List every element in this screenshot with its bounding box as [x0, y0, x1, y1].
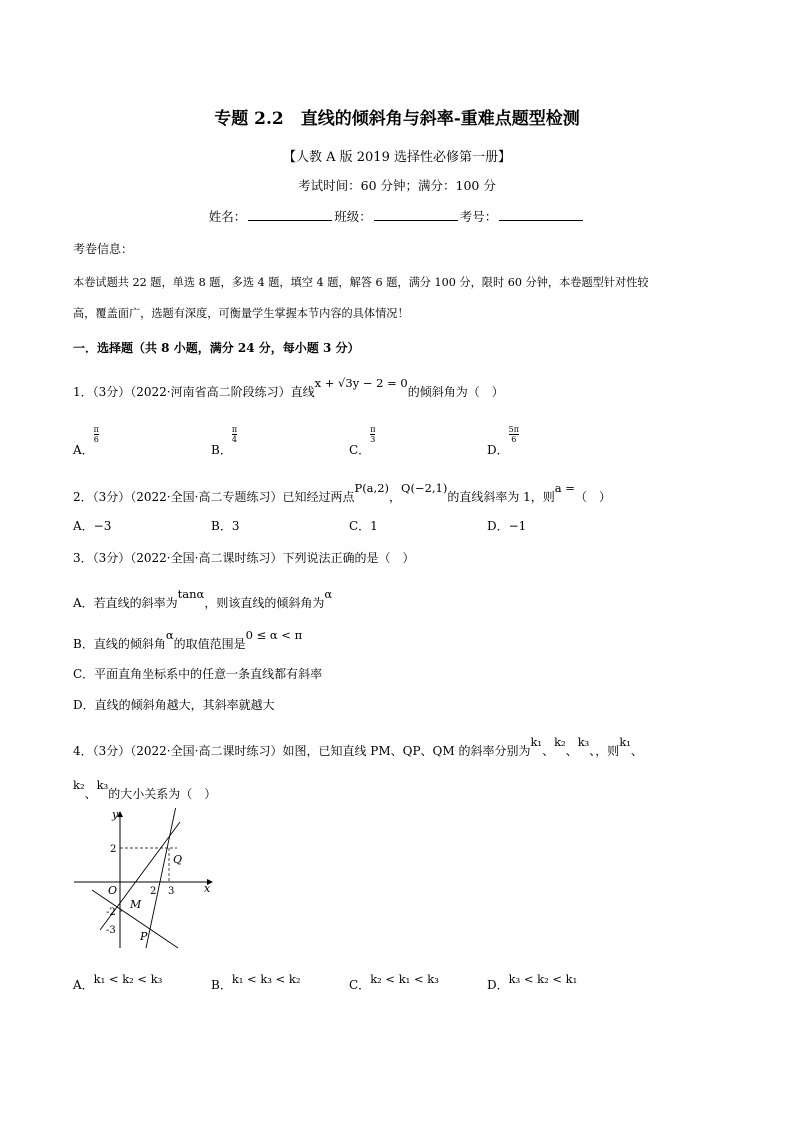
point-m: M	[130, 898, 142, 911]
q2-stem-mid: 的直线斜率为 1，则	[447, 490, 555, 504]
q4-option-c[interactable]: C．k₂ < k₁ < k₃	[349, 972, 439, 992]
q1-stem-end: 的倾斜角为（ ）	[407, 385, 504, 399]
question-4-cont: k₂、k₃的大小关系为（ ）	[73, 778, 217, 801]
tick-x-2: 2	[150, 886, 157, 897]
line-qp	[146, 808, 176, 948]
y-label: y	[112, 808, 119, 821]
exam-info: 考试时间：60 分钟；满分：100 分	[298, 178, 496, 193]
q2-stem: 2．（3分）（2022·全国·高二专题练习）已知经过两点	[73, 490, 355, 504]
q2-point-p: P(a,2)	[354, 481, 389, 495]
q2-option-b[interactable]: B．3	[211, 519, 240, 533]
page-subtitle: 【人教 A 版 2019 选择性必修第一册】	[282, 150, 511, 165]
class-blank[interactable]	[374, 208, 458, 221]
q2-option-c[interactable]: C．1	[349, 519, 378, 533]
tick-y-neg3: -3	[106, 925, 116, 936]
q3-option-d[interactable]: D．直线的倾斜角越大，其斜率就越大	[73, 698, 275, 712]
tick-y-neg2: -2	[106, 907, 116, 918]
q4-figure	[74, 808, 219, 950]
q3-option-b[interactable]: B．直线的倾斜角α的取值范围是0 ≤ α < π	[73, 628, 303, 651]
tick-y-2: 2	[110, 844, 117, 855]
section-heading: 一．选择题（共 8 小题，满分 24 分，每小题 3 分）	[73, 341, 360, 355]
class-label: 班级：	[334, 209, 372, 224]
q1-option-d[interactable]: D．$\frac{5\pi}{6}$	[487, 425, 519, 457]
q4-option-d[interactable]: D．k₃ < k₂ < k₁	[487, 972, 578, 992]
q1-option-a[interactable]: A．$\frac{\pi}{6}$	[73, 425, 99, 457]
q4-stem: 4．（3分）（2022·全国·高二课时练习）如图，已知直线 PM、QP、QM 的斜率分别为	[73, 744, 531, 758]
q2-option-d[interactable]: D．−1	[487, 519, 527, 533]
question-4: 4．（3分）（2022·全国·高二课时练习）如图，已知直线 PM、QP、QM 的斜率分别为k₁、k₂、k₃、，则k₁、	[73, 735, 643, 758]
question-1	[73, 376, 504, 400]
q3-option-a[interactable]: A．若直线的斜率为tanα，则该直线的倾斜角为α	[73, 587, 333, 610]
info-heading: 考卷信息：	[73, 242, 134, 256]
q3-option-c[interactable]: C．平面直角坐标系中的任意一条直线都有斜率	[73, 667, 323, 681]
student-info-row	[0, 207, 794, 225]
q2-a-eq: a =	[554, 481, 575, 495]
tick-x-3: 3	[168, 886, 175, 897]
q1-equation: x + √3y − 2 = 0	[314, 376, 408, 390]
name-blank[interactable]	[248, 208, 332, 221]
point-p: P	[140, 930, 148, 943]
q4-option-b[interactable]: B．k₁ < k₃ < k₂	[211, 972, 301, 992]
page-title: 专题 2.2 直线的倾斜角与斜率-重难点题型检测	[214, 109, 580, 129]
id-label: 考号：	[459, 209, 498, 224]
info-line-2: 高，覆盖面广，选题有深度，可衡量学生掌握本节内容的具体情况！	[73, 307, 409, 320]
q4-option-a[interactable]: A．k₁ < k₂ < k₃	[73, 972, 163, 992]
question-2: 2．（3分）（2022·全国·高二专题练习）已知经过两点P(a,2)，Q(−2,1)的直线斜率为 1，则a =（ ）	[73, 481, 611, 504]
q2-stem-end: （ ）	[574, 490, 611, 504]
q2-option-a[interactable]: A．−3	[73, 519, 112, 533]
id-blank[interactable]	[499, 208, 583, 221]
name-label: 姓名：	[208, 209, 247, 224]
question-3: 3．（3分）（2022·全国·高二课时练习）下列说法正确的是（ ）	[73, 551, 415, 565]
point-q: Q	[173, 853, 183, 866]
q1-stem: 1．（3分）（2022·河南省高二阶段练习）直线	[73, 385, 315, 399]
origin-label: O	[108, 884, 118, 897]
q1-option-c[interactable]: C．$\frac{\pi}{3}$	[349, 425, 376, 457]
q2-point-q: Q(−2,1)	[401, 481, 448, 495]
x-label: x	[204, 882, 211, 895]
info-line-1: 本卷试题共 22 题，单选 8 题，多选 4 题，填空 4 题，解答 6 题，满分 100 分，限时 60 分钟，本卷题型针对性较	[73, 276, 649, 289]
q1-option-b[interactable]: B．$\frac{\pi}{4}$	[211, 425, 238, 457]
